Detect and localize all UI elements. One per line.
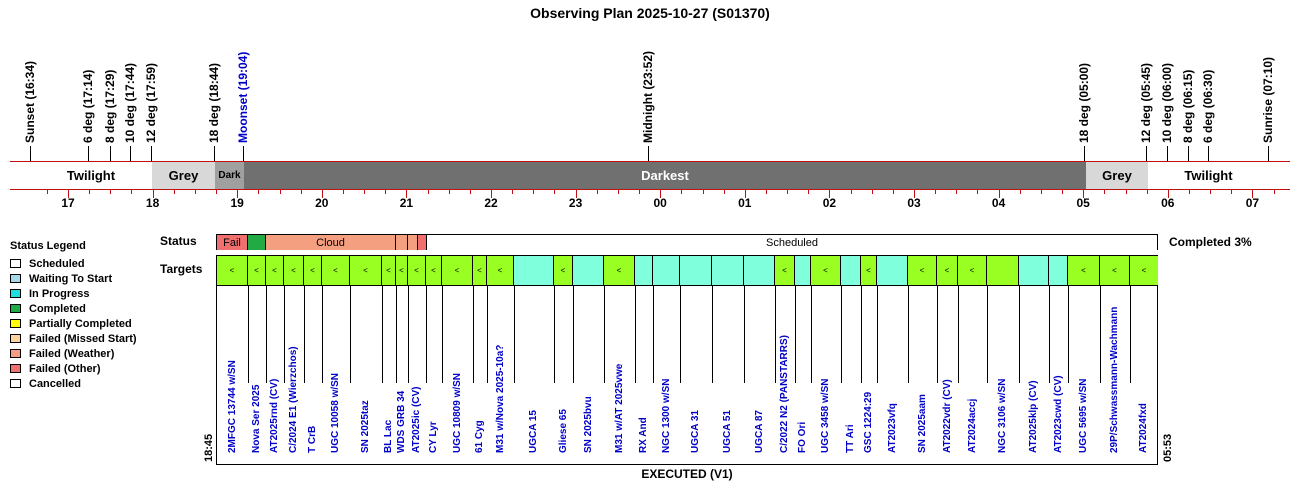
ruler-tick: [1274, 189, 1275, 194]
target-cell[interactable]: [350, 256, 382, 285]
legend-item: [10, 346, 137, 361]
ruler-tick: [977, 189, 978, 194]
target-name[interactable]: FO Ori: [797, 421, 808, 453]
target-cell[interactable]: [877, 256, 908, 285]
legend-label: In Progress: [29, 287, 90, 300]
target-cell[interactable]: [604, 256, 635, 285]
legend-label: Scheduled: [29, 257, 85, 270]
target-name[interactable]: M31 w/AT 2025vwe: [613, 363, 625, 453]
target-marker: <: [1112, 266, 1117, 275]
event-tick: [130, 146, 131, 162]
status-row-label: Status: [160, 234, 197, 248]
ruler-tick: [512, 189, 513, 194]
target-marker: <: [431, 266, 436, 275]
target-name[interactable]: WDS GRB 34: [396, 390, 407, 453]
hour-label: 07: [1245, 196, 1260, 210]
ruler-tick: [681, 189, 682, 194]
timeline-bottom-line: [10, 189, 1290, 190]
ruler-tick: [258, 189, 259, 194]
target-cell[interactable]: [1049, 256, 1068, 285]
target-name[interactable]: UGC 10058 w/SN: [330, 372, 341, 453]
legend-label: Partially Completed: [29, 317, 132, 330]
phase-segment: Dark: [215, 162, 244, 189]
target-name[interactable]: BL Lac: [383, 419, 394, 453]
target-separator: [680, 285, 681, 383]
target-separator: [248, 285, 249, 383]
target-name[interactable]: CY Lyr: [428, 421, 439, 453]
legend-item: [10, 376, 137, 391]
target-cell[interactable]: [811, 256, 841, 285]
targets-row-label: Targets: [160, 262, 203, 276]
page-title: Observing Plan 2025-10-27 (S01370): [530, 5, 770, 21]
event-label: Sunrise (07:10): [1261, 56, 1275, 143]
status-segment: [248, 235, 266, 250]
legend-swatch: [10, 289, 21, 298]
target-marker: <: [291, 266, 296, 275]
status-segment: Scheduled: [427, 235, 1157, 250]
target-cell[interactable]: [861, 256, 877, 285]
target-name[interactable]: AT2025klp (CV): [1028, 380, 1039, 453]
status-segment: [418, 235, 427, 250]
target-cell[interactable]: [744, 256, 775, 285]
target-name[interactable]: Gliese 65: [557, 409, 569, 453]
event-label: 10 deg (06:00): [1160, 62, 1174, 143]
target-cell[interactable]: [987, 256, 1019, 285]
target-separator: [908, 285, 909, 383]
target-separator: [811, 285, 812, 383]
target-separator: [958, 285, 959, 383]
legend-label: Completed: [29, 302, 86, 315]
target-marker: <: [823, 266, 828, 275]
target-marker: <: [414, 266, 419, 275]
ruler-tick: [385, 189, 386, 194]
target-marker: <: [454, 266, 460, 275]
target-marker: <: [477, 266, 482, 275]
hour-label: 06: [1161, 196, 1175, 210]
event-label: 8 deg (17:29): [103, 69, 117, 143]
ruler-tick: [766, 189, 767, 194]
legend-label: Cancelled: [29, 377, 81, 390]
legend-label: Waiting To Start: [29, 272, 113, 285]
legend-swatch: [10, 274, 21, 283]
target-separator: [473, 285, 474, 383]
target-separator: [266, 285, 267, 383]
target-separator: [442, 285, 443, 383]
ruler-tick: [639, 189, 640, 194]
target-separator: [712, 285, 713, 383]
target-separator: [1130, 285, 1131, 383]
completed-percent: Completed 3%: [1169, 235, 1252, 249]
target-name[interactable]: AT2025ic (CV): [411, 386, 422, 453]
target-cell[interactable]: [1130, 256, 1158, 285]
event-label: 18 deg (18:44): [207, 62, 221, 143]
target-cell[interactable]: [908, 256, 937, 285]
legend-label: Failed (Weather): [29, 347, 115, 360]
legend-swatch: [10, 319, 21, 328]
target-name[interactable]: T CrB: [307, 425, 318, 453]
event-tick: [1188, 146, 1189, 162]
target-cell[interactable]: [266, 256, 284, 285]
target-cell[interactable]: [408, 256, 426, 285]
target-marker: <: [254, 266, 259, 275]
target-marker: <: [363, 266, 368, 275]
target-separator: [322, 285, 323, 383]
event-tick: [648, 146, 649, 162]
target-name[interactable]: UGCA 15: [528, 410, 539, 453]
target-marker: <: [919, 266, 925, 275]
phase-segment: Twilight: [30, 162, 152, 189]
hour-label: 05: [1076, 196, 1090, 210]
hour-label: 19: [230, 196, 244, 210]
target-marker: <: [560, 266, 566, 275]
target-separator: [795, 285, 796, 383]
target-name[interactable]: SN 2025aam: [916, 394, 928, 453]
target-separator: [841, 285, 842, 383]
ruler-tick: [1020, 189, 1021, 194]
target-cell[interactable]: [248, 256, 266, 285]
ruler-tick: [872, 189, 873, 194]
target-cell[interactable]: [554, 256, 573, 285]
status-segment: Cloud: [266, 235, 396, 250]
event-label: 6 deg (17:14): [81, 69, 95, 143]
target-name[interactable]: AT2023vfq: [886, 403, 898, 453]
event-tick: [110, 146, 111, 162]
target-separator: [1100, 285, 1101, 383]
ruler-tick: [449, 189, 450, 194]
target-name[interactable]: NGC 1300 w/SN: [660, 378, 672, 453]
ruler-tick: [1231, 189, 1232, 194]
event-label: 6 deg (06:30): [1201, 69, 1215, 143]
ruler-tick: [89, 189, 90, 194]
target-marker: <: [944, 266, 950, 275]
ruler-tick: [1126, 189, 1127, 194]
target-name[interactable]: Nova Ser 2025: [251, 384, 262, 453]
status-segment: Fail: [217, 235, 248, 250]
hour-label: 02: [822, 196, 837, 210]
target-separator: [653, 285, 654, 383]
phase-segment: Darkest: [244, 162, 1086, 189]
target-separator: [284, 285, 285, 383]
target-separator: [514, 285, 515, 383]
ruler-tick: [428, 189, 429, 194]
event-label: Moonset (19:04): [236, 51, 250, 143]
legend-item: [10, 361, 137, 376]
target-name[interactable]: TT Ari: [845, 424, 856, 453]
legend-swatch: [10, 334, 21, 343]
target-marker: <: [782, 266, 787, 275]
target-marker: <: [272, 266, 277, 275]
legend-label: Failed (Other): [29, 362, 101, 375]
target-cell[interactable]: [712, 256, 744, 285]
target-name[interactable]: AT2025rnd (CV): [269, 378, 280, 453]
hour-label: 04: [991, 196, 1006, 210]
ruler-tick: [131, 189, 132, 194]
target-separator: [487, 285, 488, 383]
ruler-tick: [1210, 189, 1211, 194]
target-cell[interactable]: [514, 256, 554, 285]
target-separator: [937, 285, 938, 383]
target-cell[interactable]: [473, 256, 487, 285]
ruler-tick: [1147, 189, 1148, 194]
target-name[interactable]: NGC 3106 w/SN: [997, 378, 1008, 453]
event-tick: [1084, 146, 1085, 162]
ruler-tick: [364, 189, 365, 194]
target-separator: [554, 285, 555, 383]
event-label: Sunset (16:34): [23, 60, 37, 143]
target-name[interactable]: AT2022vdr (CV): [941, 379, 953, 453]
ruler-tick: [851, 189, 852, 194]
target-separator: [1019, 285, 1020, 383]
target-marker: <: [386, 266, 391, 275]
ruler-tick: [1189, 189, 1190, 194]
target-cell[interactable]: [680, 256, 712, 285]
ruler-tick: [935, 189, 936, 194]
target-separator: [1049, 285, 1050, 383]
target-name[interactable]: UGCA 87: [753, 410, 765, 453]
target-cell[interactable]: [795, 256, 811, 285]
ruler-tick: [703, 189, 704, 194]
target-cell[interactable]: [322, 256, 350, 285]
target-separator: [877, 285, 878, 383]
ruler-tick: [724, 189, 725, 194]
target-cell[interactable]: [426, 256, 442, 285]
target-separator: [382, 285, 383, 383]
target-separator: [635, 285, 636, 383]
legend-swatch: [10, 259, 21, 268]
target-separator: [987, 285, 988, 383]
target-cell[interactable]: [304, 256, 322, 285]
target-name[interactable]: AT2023cwd (CV): [1052, 375, 1064, 453]
ruler-tick: [808, 189, 809, 194]
legend-swatch: [10, 379, 21, 388]
event-tick: [151, 146, 152, 162]
legend-item: [10, 286, 137, 301]
ruler-tick: [195, 189, 196, 194]
legend-title: Status Legend: [10, 240, 86, 252]
status-segment: [396, 235, 408, 250]
target-name[interactable]: M31 w/Nova 2025-10a?: [494, 344, 506, 453]
legend-item: [10, 331, 137, 346]
target-cell[interactable]: [775, 256, 795, 285]
legend-swatch: [10, 364, 21, 373]
target-name[interactable]: AT2024accj: [966, 398, 978, 453]
target-name[interactable]: AT2024fxd: [1138, 403, 1149, 453]
end-time: 05:53: [1162, 433, 1174, 462]
targets-divider: [216, 285, 1158, 286]
event-label: 8 deg (06:15): [1181, 69, 1195, 143]
ruler-tick: [301, 189, 302, 194]
legend-item: [10, 301, 137, 316]
target-cell[interactable]: [1100, 256, 1130, 285]
target-name[interactable]: GSC 1224:29: [863, 391, 874, 453]
footer-label: EXECUTED (V1): [641, 467, 733, 481]
event-label: 18 deg (05:00): [1077, 62, 1091, 143]
ruler-tick: [956, 189, 957, 194]
ruler-tick: [1062, 189, 1063, 194]
status-segment: [408, 235, 418, 250]
target-name[interactable]: UGCA 51: [722, 410, 733, 453]
target-separator: [861, 285, 862, 383]
target-separator: [350, 285, 351, 383]
ruler-tick: [216, 189, 217, 194]
ruler-tick: [787, 189, 788, 194]
target-marker: <: [497, 266, 503, 275]
status-legend: [10, 240, 137, 391]
phase-segment: Twilight: [1148, 162, 1269, 189]
targets-panel: [216, 255, 1158, 465]
target-name[interactable]: RX And: [638, 417, 649, 453]
ruler-tick: [470, 189, 471, 194]
hour-label: 03: [907, 196, 921, 210]
ruler-tick: [1041, 189, 1042, 194]
ruler-tick: [110, 189, 111, 194]
legend-item: [10, 316, 137, 331]
target-name[interactable]: UGC 3458 w/SN: [820, 378, 831, 453]
legend-swatch: [10, 349, 21, 358]
target-separator: [426, 285, 427, 383]
target-cell[interactable]: [442, 256, 473, 285]
target-separator: [396, 285, 397, 383]
target-cell[interactable]: [217, 256, 248, 285]
hour-label: 00: [653, 196, 667, 210]
target-marker: <: [866, 266, 871, 275]
target-marker: <: [969, 266, 975, 275]
ruler-tick: [597, 189, 598, 194]
hour-label: 18: [145, 196, 160, 210]
legend-item: [10, 271, 137, 286]
target-cell[interactable]: [573, 256, 604, 285]
target-name[interactable]: 61 Cyg: [474, 420, 485, 453]
start-time: 18:45: [203, 433, 215, 462]
target-marker: <: [1081, 266, 1086, 275]
ruler-tick: [554, 189, 555, 194]
target-separator: [744, 285, 745, 383]
hour-label: 21: [399, 196, 414, 210]
target-separator: [304, 285, 305, 383]
target-name[interactable]: UGC 10809 w/SN: [451, 372, 463, 453]
event-label: Midnight (23:52): [641, 51, 655, 143]
target-marker: <: [1141, 266, 1147, 275]
target-marker: <: [229, 266, 235, 275]
target-cell[interactable]: [487, 256, 514, 285]
phase-segment: Grey: [1086, 162, 1148, 189]
ruler-tick: [893, 189, 894, 194]
legend-label: Failed (Missed Start): [29, 332, 137, 345]
ruler-tick: [533, 189, 534, 194]
target-cell[interactable]: [635, 256, 653, 285]
event-tick: [1146, 146, 1147, 162]
target-name[interactable]: C/2022 N2 (PANSTARRS): [779, 335, 790, 453]
target-separator: [775, 285, 776, 383]
target-cell[interactable]: [841, 256, 861, 285]
target-cell[interactable]: [382, 256, 396, 285]
target-cell[interactable]: [396, 256, 408, 285]
target-marker: <: [399, 266, 404, 275]
target-cell[interactable]: [284, 256, 304, 285]
target-marker: <: [616, 266, 622, 275]
target-cell[interactable]: [1019, 256, 1049, 285]
ruler-tick: [47, 189, 48, 194]
phase-segment: Grey: [152, 162, 215, 189]
event-label: 12 deg (17:59): [144, 62, 158, 143]
target-cell[interactable]: [958, 256, 987, 285]
hour-label: 01: [738, 196, 752, 210]
target-cell[interactable]: [937, 256, 958, 285]
ruler-tick: [618, 189, 619, 194]
hour-label: 20: [315, 196, 329, 210]
event-tick: [243, 146, 244, 162]
event-tick: [88, 146, 89, 162]
target-separator: [1068, 285, 1069, 383]
event-label: 10 deg (17:44): [123, 62, 137, 143]
event-label: 12 deg (05:45): [1139, 62, 1153, 143]
hour-label: 23: [568, 196, 583, 210]
legend-item: [10, 256, 137, 271]
ruler-tick: [1104, 189, 1105, 194]
event-tick: [214, 146, 215, 162]
legend-swatch: [10, 304, 21, 313]
target-name[interactable]: SN 2025taz: [360, 400, 371, 453]
target-name[interactable]: 2MFGC 13744 w/SN: [226, 360, 238, 453]
target-separator: [573, 285, 574, 383]
ruler-tick: [280, 189, 281, 194]
ruler-tick: [174, 189, 175, 194]
event-tick: [1208, 146, 1209, 162]
event-tick: [1167, 146, 1168, 162]
target-name[interactable]: C/2024 E1 (Wierzchos): [288, 346, 299, 453]
target-name[interactable]: UGC 5695 w/SN: [1078, 378, 1089, 453]
target-separator: [408, 285, 409, 383]
target-name[interactable]: UGCA 31: [690, 410, 701, 453]
target-marker: <: [310, 266, 315, 275]
hour-label: 17: [61, 196, 75, 210]
target-name[interactable]: 29P/Schwassmann-Wachmann: [1109, 306, 1120, 453]
target-separator: [604, 285, 605, 383]
target-marker: <: [333, 266, 338, 275]
target-name[interactable]: SN 2025bvu: [582, 396, 594, 453]
hour-label: 22: [484, 196, 498, 210]
target-cell[interactable]: [1068, 256, 1100, 285]
target-cell[interactable]: [653, 256, 680, 285]
ruler-tick: [343, 189, 344, 194]
